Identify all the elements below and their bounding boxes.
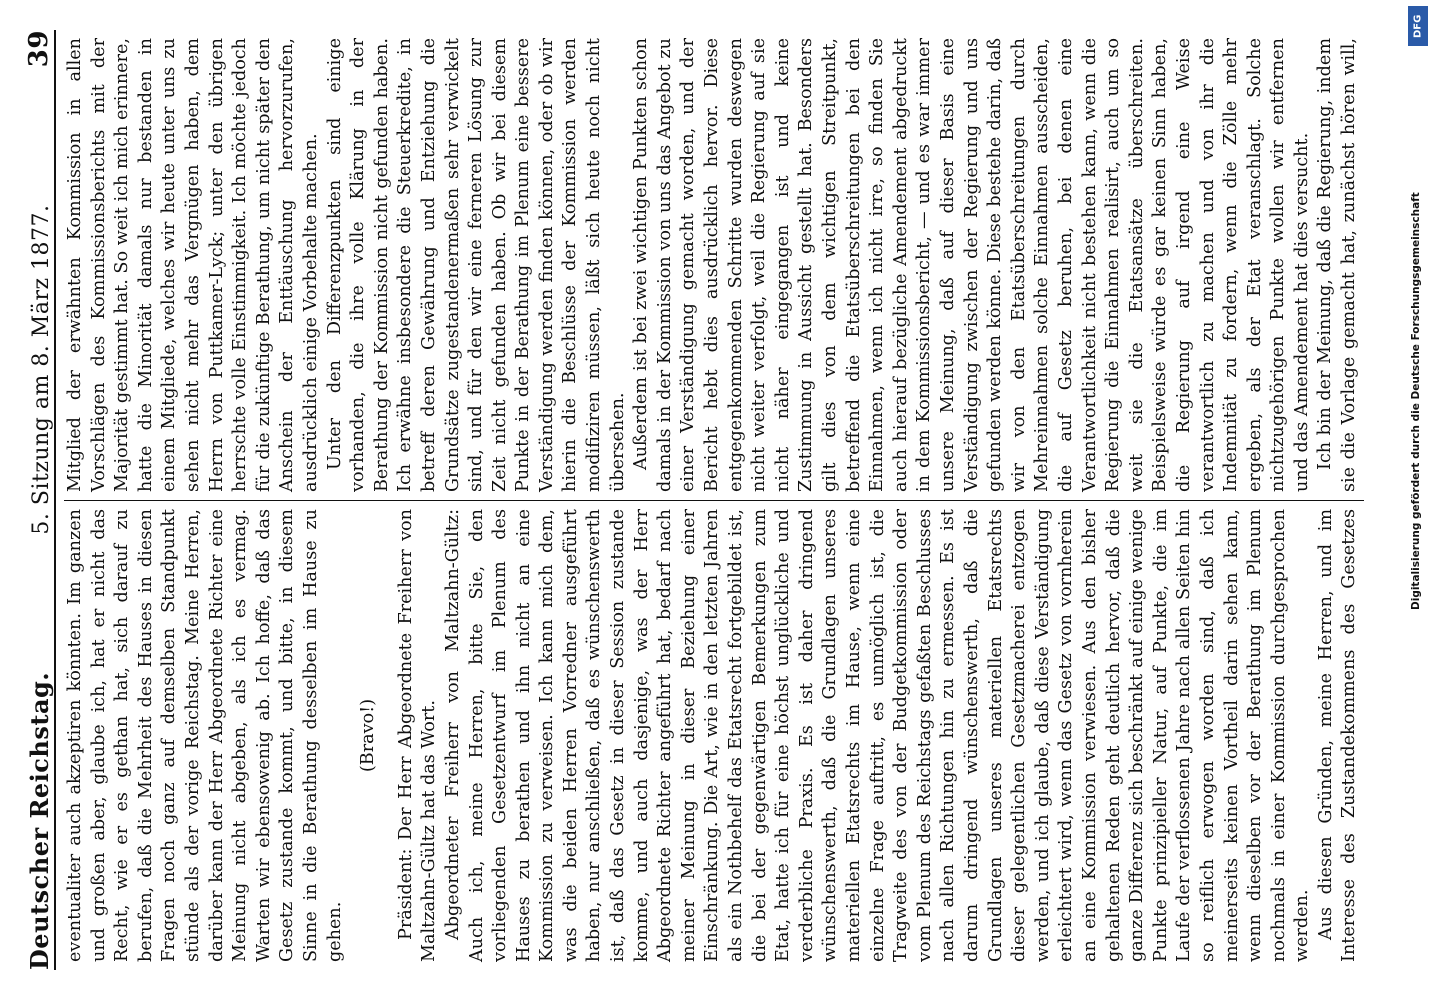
right-column [64, 30, 1364, 500]
president-remark: Präsident: Der Herr Abgeordnete Freiherr von Maltzahn-Gültz hat das Wort. [395, 509, 440, 962]
speech-paragraph: Abgeordneter Freiherr von Maltzahn-Gültz: Auch ich, meine Herren, bitte Sie, den vorliegenden Gesetzentwurf im Plenum des Hauses zu berathen und ihn nicht an eine Kommission zu verweisen. Ich kann mich dem, was die beiden Herren Vorredner ausgeführt haben, nur anschließen, daß es wünschenswerth ist, daß das Gesetz in dieser Session zustande komme, und auch dasjenige, was der Herr Abgeordnete Richter angeführt hat, bedarf nach meiner Meinung in dieser Beziehung einer Einschränkung. Die Art, wie in den letzten Jahren als ein Nothbehelf das Etatsrecht fortgebildet ist, die bei der gegenwärtigen Bemerkungen zum Etat, hatte ich für eine höchst unglückliche und verderbliche Praxis. Es ist daher dringend wünschenswerth, daß die Grundlagen unseres materiellen Etatsrechts im Hause, wenn eine einzelne Frage auftritt, es unmöglich ist, die Tragweite des von der Budgetkommission oder vom Plenum des Reichstags gefaßten Beschlusses nach allen Richtungen hin zu ermessen. Es ist darum dringend wünschenswerth, daß die Grundlagen unseres materiellen Etatsrechts dieser gelegentlichen Gesetzmacherei entzogen werden, und ich glaube, daß diese Verständigung erleichtert wird, wenn das Gesetz von vornherein an eine Kommission verwiesen. Aus den bisher gehaltenen Reden geht deutlich hervor, daß die ganze Differenz sich beschränkt auf einige wenige Punkte prinzipieller Natur, auf Punkte, die im Laufe der verflossenen Jahre nach allen Seiten hin so reiflich erwogen worden sind, daß ich meinerseits keinen Vortheil darin sehen kann, wenn dieselben vor der Berathung im Plenum nochmals in einer Kommission durchgesprochen werden. [442, 509, 1313, 962]
speech-paragraph: Aus diesen Gründen, meine Herren, und im Interesse des Zustandekommens des Gesetzes [1315, 509, 1360, 962]
rotated-page-content [10, 30, 1370, 970]
credit-text: Digitalisierung gefördert durch die Deutsche Forschungsgemeinschaft [1410, 192, 1422, 610]
dfg-logo: DFG [1408, 6, 1428, 46]
paragraph: Außerdem ist bei zwei wichtigen Punkten schon damals in der Kommission von uns das Angebot zu einer Verständigung gemacht worden, und der Bericht hebt dies ausdrücklich hervor. Diese entgegenkommenden Schritte wurden deswegen nicht weiter verfolgt, weil die Regierung auf sie nicht näher eingegangen ist und keine Zustimmung in Aussicht gestellt hat. Besonders gilt dies von dem wichtigen Streitpunkt, betreffend die Etatsüberschreitungen bei den Einnahmen, wenn ich nicht irre, so finden Sie auch hierauf bezügliche Amendement abgedruckt in dem Kommissionsbericht, — und es war immer unsere Meinung, daß auf dieser Basis eine Verständigung zwischen der Regierung und uns gefunden werden könne. Diese bestehe darin, daß wir von den Etatsüberschreitungen durch Mehreinnahmen solche Einnahmen ausscheiden, die auf Gesetz beruhen, bei denen eine Verantwortlichkeit nicht bestehen kann, wenn die Regierung die Einnahmen realisirt, auch um so weit sie die Etatsansätze überschreiten. Beispielsweise würde es gar keinen Sinn haben, die Regierung auf irgend eine Weise verantwortlich zu machen und von ihr die Indemnität zu fordern, wenn die Zölle mehr ergeben, als der Etat veranschlagt. Solche nichtzugehörigen Punkte wollen wir entfernen und das Amendement hat dies versucht. [631, 38, 1312, 492]
paragraph: eventualiter auch akzeptiren könnten. Im ganzen und großen aber, glaube ich, hat er nicht das Recht, wie er es gethan hat, sich darauf zu berufen, daß die Mehrheit des Hauses in diesen Fragen noch ganz auf demselben Standpunkt stünde als der vorige Reichstag. Meine Herren, darüber kann der Herr Abgeordnete Richter eine Meinung nicht abgeben, als ich es vermag. Warten wir ebensowenig ab. Ich hoffe, daß das Gesetz zustande kommt, und bitte, in diesem Sinne in die Berathung desselben im Hause zu gehen. [65, 509, 345, 962]
page-number: 39 [24, 30, 54, 68]
applause-note: (Bravo!) [358, 698, 379, 773]
digitization-credit [1406, 6, 1428, 996]
header-title: Deutscher Reichstag. [25, 671, 54, 970]
page-header [10, 30, 56, 970]
text-columns [64, 30, 1364, 970]
paragraph: Mitglied der erwähnten Kommission in allen Vorschlägen des Kommissionsberichts mit der Majorität gestimmt hat. So weit ich mich erinnere, hatte die Minorität damals nur bestanden in einem Mitgliede, welches wir heute unter uns zu sehen nicht mehr das Vergnügen haben, dem Herrn von Puttkamer-Lyck; unter den übrigen herrschte volle Einstimmigkeit. Ich möchte jedoch für die zukünftige Berathung, um nicht später den Anschein der Enttäuschung hervorzurufen, ausdrücklich einige Vorbehalte machen. [65, 38, 321, 492]
left-column [64, 500, 1364, 970]
paragraph: Unter den Differenzpunkten sind einige vorhanden, die ihre volle Klärung in der Berathung der Kommission nicht gefunden haben. Ich erwähne insbesondere die Steuerkredite, in betreff deren Gewährung und Entziehung die Grundsätze zugestandenermaßen sehr verwickelt sind, und für den wir eine ferneren Lösung zur Zeit nicht gefunden haben. Ob wir bei diesem Punkte in der Berathung im Plenum eine bessere Verständigung werden finden können, oder ob wir hierin die Beschlüsse der Kommission werden modifiziren müssen, läßt sich heute noch nicht übersehen. [324, 38, 628, 492]
paragraph: Ich bin der Meinung, daß die Regierung, indem sie die Vorlage gemacht hat, zunächst hören will, [1315, 38, 1360, 492]
header-session: 5. Sitzung am 8. März 1877. [29, 204, 54, 535]
